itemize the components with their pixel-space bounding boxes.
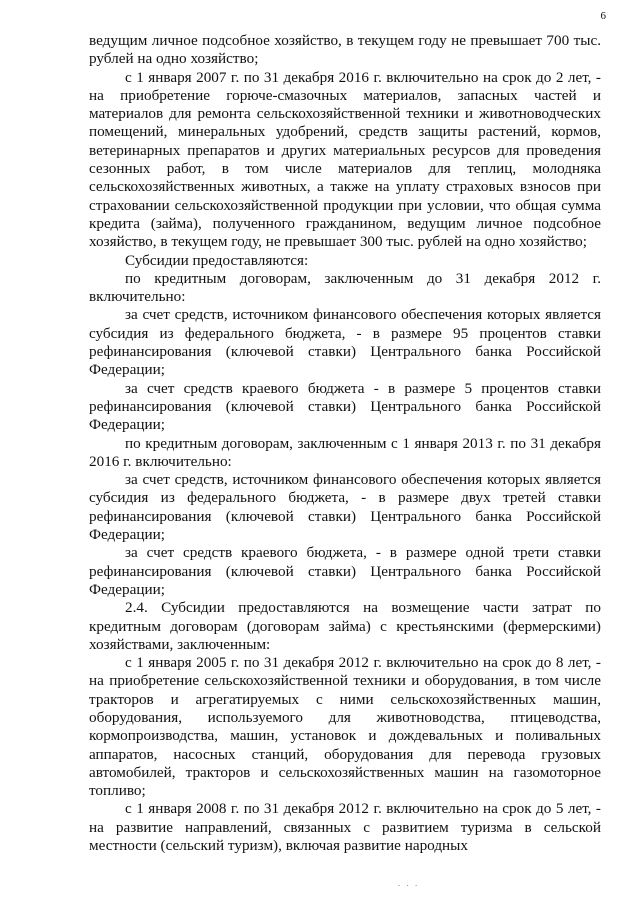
paragraph-2: с 1 января 2007 г. по 31 декабря 2016 г. включительно на срок до 2 лет, - на приобретение горюче-смазочных материалов, запасных частей и материалов для ремонта сельскохозяйственной техники и животноводческих помещений, минеральных удобрений, средств защиты растений, кормов, ветеринарных препаратов и других материальных ресурсов для проведения сезонных работ, в том числе материалов для теплиц, молодняка сельскохозяйственных животных, а также на уплату страховых взносов при страховании сельскохозяйственной продукции при условии, что общая сумма кредита (займа), полученного гражданином, ведущим личное подсобное хозяйство, в текущем году, не превышает 300 тыс. рублей на одно хозяйство; bbox=[89, 68, 601, 251]
paragraph-3: Субсидии предоставляются: bbox=[125, 251, 309, 269]
paragraph-6: за счет средств краевого бюджета - в размере 5 процентов ставки рефинансирования (ключевой ставки) Центрального банка Российской Федерации; bbox=[89, 379, 601, 434]
paragraph-5: за счет средств, источником финансового обеспечения которых является субсидия из федерального бюджета, - в размере 95 процентов ставки рефинансирования (ключевой ставки) Центрального банка Российской Федерации; bbox=[89, 306, 601, 379]
paragraph-7: по кредитным договорам, заключенным с 1 января 2013 г. по 31 декабря 2016 г. включительно: bbox=[89, 434, 601, 470]
paragraph-10: 2.4. Субсидии предоставляются на возмещение части затрат по кредитным договорам (договорам займа) с крестьянскими (фермерскими) хозяйствами, заключенным: bbox=[89, 599, 601, 653]
paragraph-1: ведущим личное подсобное хозяйство, в текущем году не превышает 700 тыс. рублей на одно хозяйство; bbox=[89, 32, 601, 68]
page-number: 6 bbox=[600, 10, 606, 22]
paragraph-9: за счет средств краевого бюджета, - в размере одной трети ставки рефинансирования (ключевой ставки) Центрального банка Российской Федерации; bbox=[89, 544, 601, 598]
paragraph-12: с 1 января 2008 г. по 31 декабря 2012 г. включительно на срок до 5 лет, - на развитие направлений, связанных с развитием туризма в сельской местности (сельский туризм), включая развитие народных bbox=[89, 800, 601, 855]
document-body bbox=[89, 32, 601, 855]
paragraph-4: по кредитным договорам, заключенным до 31 декабря 2012 г. включительно: bbox=[89, 269, 601, 306]
paragraph-11: с 1 января 2005 г. по 31 декабря 2012 г. включительно на срок до 8 лет, - на приобретение сельскохозяйственной техники и оборудования, в том числе тракторов и агрегатируемых с ними сельскохозяйственных машин, оборудования, используемого для животноводства, птицеводства, кормопроизводства, машин, установок и дождевальных и поливальных аппаратов, насосных станций, оборудования для перевода грузовых автомобилей, тракторов и сельскохозяйственных машин на газомоторное топливо; bbox=[89, 654, 601, 800]
paragraph-8: за счет средств, источником финансового обеспечения которых является субсидия из федерального бюджета, - в размере двух третей ставки рефинансирования (ключевой ставки) Центрального банка Российской Федерации; bbox=[89, 471, 601, 544]
footer-dots: . . . bbox=[398, 878, 420, 888]
